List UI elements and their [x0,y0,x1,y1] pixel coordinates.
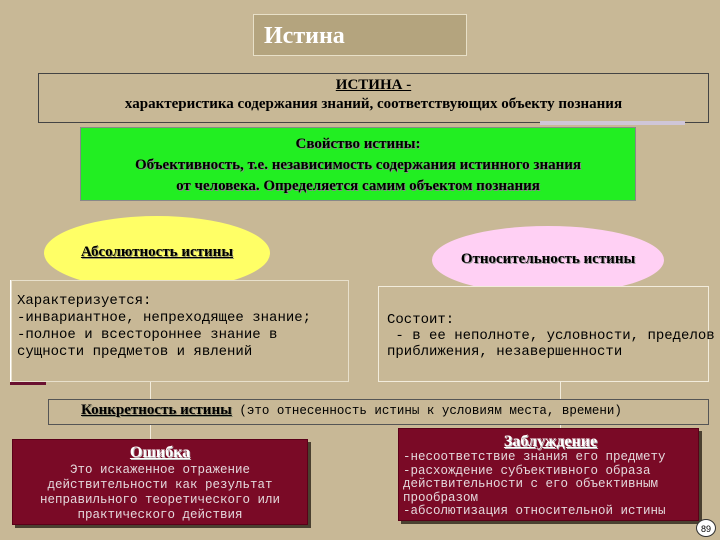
page-title: Истина [253,14,467,56]
relative-truth-label: Относительность истины [460,251,636,267]
error-line: действительности как результат [47,478,273,492]
definition-text: характеристика содержания знаний, соответствующих объекту познания [124,96,623,112]
absolute-description-line: Характеризуется: [17,293,152,309]
delusion-label: Заблуждение [503,433,598,450]
delusion-line: -абсолютизация относительной истины [403,504,666,518]
property-box [80,127,636,201]
absolute-truth-ellipse [44,216,270,290]
error-label: Ошибка [129,444,191,461]
error-box [12,439,308,525]
definition-shadow [540,121,685,125]
relative-description-box [378,286,715,382]
definition-box [38,73,709,123]
property-heading: Свойство истины: [295,136,421,152]
left-connector-accent [10,382,46,385]
page-number-badge: 89 [696,519,716,537]
delusion-line: -несоответствие знания его предмету [403,450,666,464]
absolute-description-line: -инвариантное, непреходящее знание; [17,310,312,326]
absolute-description-line: сущности предметов и явлений [17,344,253,360]
definition-heading: ИСТИНА - [335,77,412,93]
concreteness-label: Конкретность истины [81,402,232,418]
relative-description-line: - в ее неполноте, условности, пределов [387,328,715,344]
concreteness-box [48,399,709,425]
error-line: неправильного теоретического или [39,493,281,507]
property-line-2: от человека. Определяется самим объектом познания [176,178,540,194]
delusion-line: прообразом [403,490,479,505]
absolute-description-line: -полное и всестороннее знание в [17,327,278,343]
delusion-line: действительности с его объективным [403,477,659,491]
error-line: практического действия [77,508,243,522]
delusion-box [398,428,699,521]
relative-description-line: Состоит: [387,312,455,328]
property-line-1: Объективность, т.е. независимость содержания истинного знания [135,157,581,173]
relative-description-line: приближения, незавершенности [387,344,623,360]
absolute-description-box [11,280,349,382]
concreteness-note: (это отнесенность истины к условиям места, времени) [231,404,622,418]
absolute-truth-label: Абсолютность истины [80,244,234,260]
delusion-line: -расхождение субъективного образа [403,463,651,478]
error-line: Это искаженное отражение [69,463,251,477]
relative-truth-ellipse [432,226,664,294]
